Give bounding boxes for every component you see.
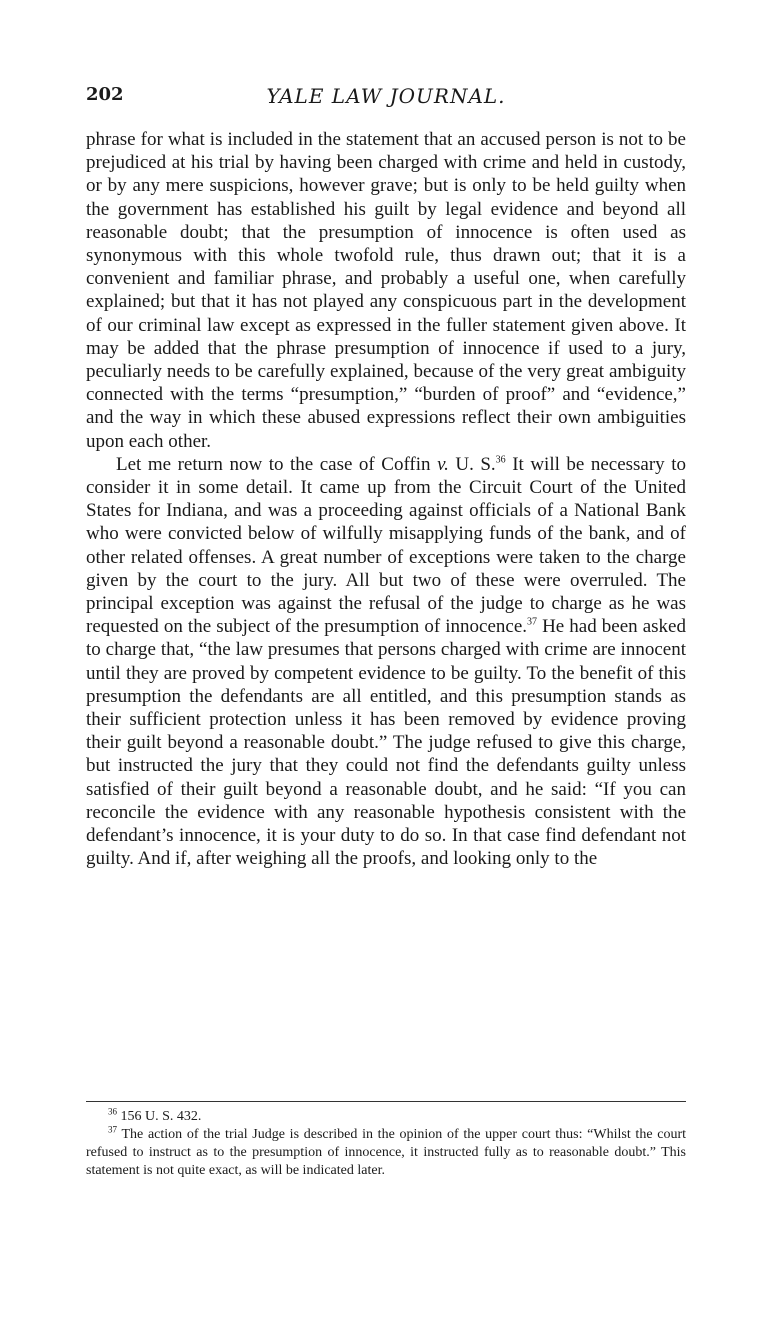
footnote-ref-36[interactable]: 36 — [495, 454, 506, 466]
versus-abbrev: v. — [437, 453, 449, 475]
footnote-36-mark: 36 — [108, 1106, 117, 1117]
paragraph-2-text-c: It will be necessary to consider it in some detail. It came up from the Circuit Court of the United States for Indiana, and was a proceeding against officials of a National Bank who were convicted below of wilfully misapplying funds of the bank, and of other related offenses. A great number of exceptions were taken to the charge given by the court to the jury. All but two of these were overruled. The principal exception was against the refusal of the judge to charge as he was requested on the subject of the presumption of innocence. — [86, 453, 686, 638]
paragraph-2-text-b: U. S. — [448, 453, 496, 475]
page-number: 202 — [86, 84, 124, 105]
footnote-37-text: The action of the trial Judge is described in the opinion of the upper court thus: “Whilst the court refused to instruct as to the presumption of innocence, it instructed fully as to reasonable doubt.” This statement is not quite exact, as will be indicated later. — [86, 1127, 687, 1178]
running-title: YALE LAW JOURNAL. — [266, 84, 506, 108]
footnote-ref-37[interactable]: 37 — [527, 616, 537, 628]
paragraph-2-text-a: Let me return now to the case of Coffin — [116, 453, 438, 475]
body-text — [86, 128, 686, 871]
page-header — [86, 84, 686, 114]
paragraph-2 — [86, 453, 686, 871]
paragraph-1: phrase for what is included in the statement that an accused person is not to be prejudiced at his trial by having been charged with crime and held in custody, or by any mere suspicions, however grave; but is only to be held guilty when the government has established his guilt by legal evidence and beyond all reasonable doubt; that the presumption of innocence is often used as synonymous with this whole twofold rule, thus drawn out; that it is a convenient and familiar phrase, and probably a useful one, when carefully explained; but that it has not played any conspicuous part in the development of our criminal law except as expressed in the fuller statement given above. It may be added that the phrase presumption of innocence if used to a jury, peculiarly needs to be carefully explained, because of the very great ambiguity connected with the terms “presumption,” “burden of proof” and “evidence,” and the way in which these abused expressions reflect their own ambiguities upon each other. — [86, 129, 686, 452]
footnotes — [86, 1108, 686, 1180]
footnote-36-text: 156 U. S. 432. — [120, 1109, 202, 1124]
footnote-37 — [86, 1126, 686, 1180]
footnote-37-mark: 37 — [108, 1124, 117, 1135]
paragraph-2-text-d: He had been asked to charge that, “the law presumes that persons charged with crime are innocent until they are proved by competent evidence to be guilty. To the benefit of this presumption the defendants are all entitled, and this presumption stands as their sufficient protection unless it has been removed by evidence proving their guilt beyond a reasonable doubt.” The judge refused to give this charge, but instructed the jury that they could not find the defendants guilty unless satisfied of their guilt beyond a reasonable doubt, and he said: “If you can reconcile the evidence with any reasonable hypothesis consistent with the defendant’s innocence, it is your duty to do so. In that case find defendant not guilty. And if, after weighing all the proofs, and looking only to the — [86, 616, 686, 870]
footnote-divider — [86, 1101, 686, 1102]
footnote-36 — [86, 1108, 686, 1126]
